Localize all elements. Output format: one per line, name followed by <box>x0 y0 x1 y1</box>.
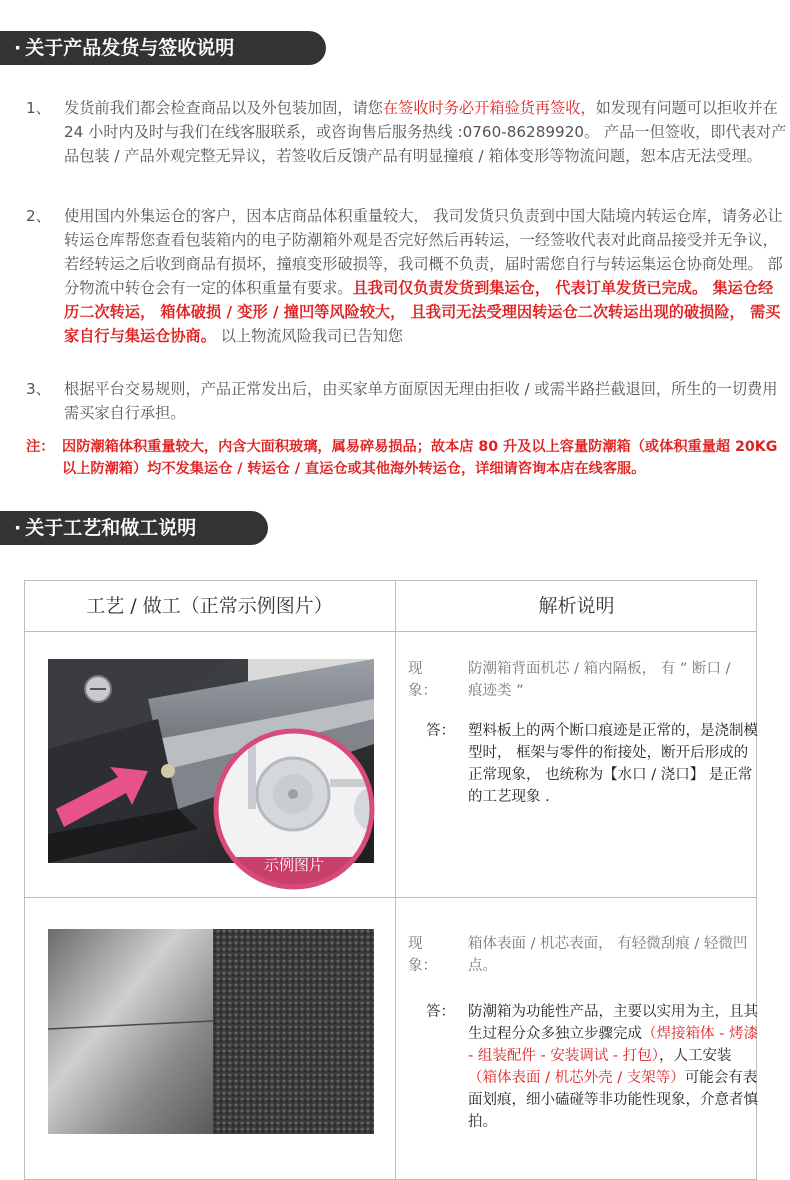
highlight-text: 在签收时务必开箱验货再签收， <box>382 99 596 117</box>
phenomenon-text: 防潮箱背面机芯 / 箱内隔板， 有 ” 断口 / 痕迹类 ” <box>468 661 731 699</box>
section-title-text: 关于工艺和做工说明 <box>25 517 197 539</box>
item-text: 发货前我们都会检查商品以及外包装加固，请您在签收时务必开箱验货再签收，如发现有问题可以拒收并在 24 小时内及时与我们在线客服联系，或咨询售后服务热线 :0760-86289920。 产品一但签收，即代表对产品包装 / 产品外观完整无异议，若签收后反馈产品有明显撞痕 / 箱体变形等物流问题，恕本店无法受理。 <box>64 99 787 165</box>
answer-label: 答： <box>426 723 455 739</box>
phenomenon-text: 箱体表面 / 机芯表面， 有轻微刮痕 / 轻微凹点。 <box>468 936 748 974</box>
table-header-craft: 工艺 / 做工（正常示例图片） <box>86 595 333 617</box>
item-text: 根据平台交易规则，产品正常发出后，由买家单方面原因无理由拒收 / 或需半路拦截退回，所生的一切费用需买家自行承担。 <box>64 380 778 422</box>
item-number: 3、 <box>26 380 51 398</box>
highlight-text: 且我司仅负责发货到集运仓， 代表订单发货已完成。 集运仓经历二次转运， 箱体破损 / 变形 / 撞凹等风险较大， 且我司无法受理因转运仓二次转运出现的破损险， 需买家自行与集运仓协商。 <box>64 279 781 345</box>
phenomenon-label: 现象： <box>408 936 437 974</box>
bullet-dot: · <box>14 517 22 539</box>
table-divider <box>395 580 396 1180</box>
table-header-analysis: 解析说明 <box>538 595 615 617</box>
highlight-text: （焊接箱体 - 烤漆 - 组装配件 - 安装调试 - 打包） <box>468 1026 758 1064</box>
example-photo-surface <box>48 929 374 1134</box>
bullet-dot: · <box>14 37 22 59</box>
note-text: 因防潮箱体积重量较大，内含大面积玻璃，属易碎易损品；故本店 80 升及以上容量防潮箱（或体积重量超 20KG 以上防潮箱）均不发集运仓 / 转运仓 / 直运仓或其他海外转运仓，详细请咨询本店在线客服。 <box>62 439 778 477</box>
note-label: 注： <box>26 439 55 455</box>
answer-label: 答： <box>426 1004 455 1020</box>
phenomenon-label: 现象： <box>408 661 437 699</box>
table-divider <box>24 897 757 898</box>
section-title-craft <box>0 511 268 545</box>
example-tag: 示例图片 <box>263 856 325 874</box>
item-number: 2、 <box>26 207 51 225</box>
answer-text: 防潮箱为功能性产品，主要以实用为主，且其生过程分众多独立步骤完成（焊接箱体 - 烤漆 - 组装配件 - 安装调试 - 打包），人工安装（箱体表面 / 机芯外壳 / 支架等）可能会有表面划痕，细小磕碰等非功能性现象，介意者慎拍。 <box>468 1004 758 1130</box>
section-title-text: 关于产品发货与签收说明 <box>25 37 235 59</box>
highlight-text: （箱体表面 / 机芯外壳 / 支架等） <box>468 1070 685 1086</box>
item-number: 1、 <box>26 99 51 117</box>
example-photo-sprue <box>48 659 374 874</box>
section-title-shipping <box>0 31 326 65</box>
item-text: 使用国内外集运仓的客户，因本店商品体积重量较大， 我司发货只负责到中国大陆境内转运仓库，请务必让转运仓库帮您查看包装箱内的电子防潮箱外观是否完好然后再转运，一经签收代表对此商品接受并无争议，若经转运之后收到商品有损坏，撞痕变形破损等，我司概不负责，届时需您自行与转运集运仓协商处理。 部分物流中转仓会有一定的体积重量有要求。且我司仅负责发货到集运仓， 代表订单发货已完成。 集运仓经历二次转运， 箱体破损 / 变形 / 撞凹等风险较大， 且我司无法受理因转运仓二次转运出现的破损险， 需买家自行与集运仓协商。 以上物流风险我司已告知您 <box>64 207 783 345</box>
answer-text: 塑料板上的两个断口痕迹是正常的，是浇制模型时， 框架与零件的衔接处，断开后形成的正常现象， 也统称为【水口 / 浇口】 是正常的工艺现象 . <box>468 723 758 805</box>
